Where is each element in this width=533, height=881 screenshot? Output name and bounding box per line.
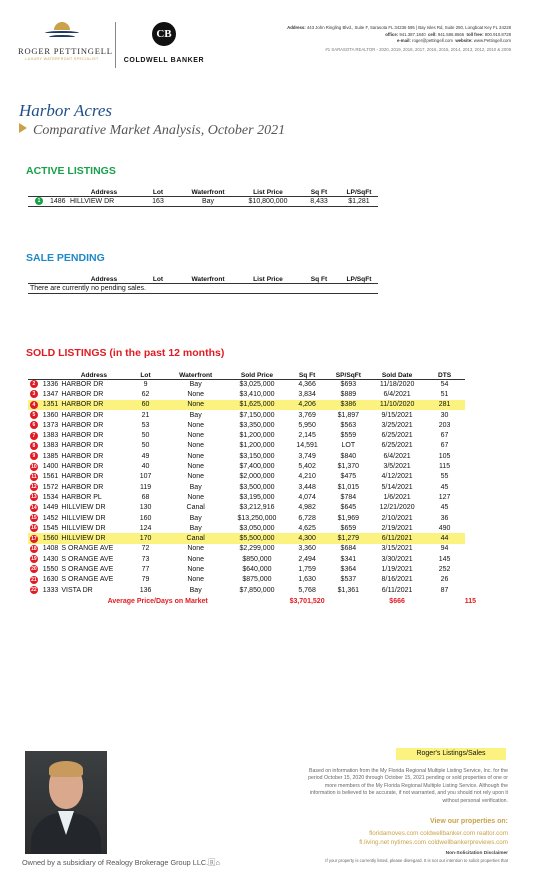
email-link[interactable]: roger@pettingell.com (412, 38, 453, 44)
table-row: 18 1408 S ORANGE AVE 72 None $2,299,000 3,360 $684 3/15/2021 94 (31, 545, 449, 553)
average-price: $3,701,520 (289, 597, 325, 605)
table-row: 19 1430 S ORANGE AVE 73 None $850,000 2,494 $341 3/30/2021 145 (31, 555, 451, 563)
listing-number-badge: 10 (31, 463, 37, 470)
listing-number-badge: 21 (31, 576, 37, 583)
listing-number-badge: 19 (31, 556, 37, 563)
toll-free-phone: 800.910.8728 (484, 31, 511, 37)
logo-divider (115, 22, 116, 68)
listing-number-badge: 3 (30, 390, 38, 398)
cell-phone: 941.586.8666 (437, 31, 465, 37)
listing-number-badge: 16 (31, 525, 37, 532)
listing-number-badge: 20 (31, 566, 37, 573)
view-properties-heading: View our properties on: (429, 818, 508, 825)
table-row: 1 1486 HILLVIEW DR 163 Bay $10,800,000 8,433 $1,281 (28, 196, 378, 206)
listing-number-badge: 2 (30, 380, 38, 388)
active-listings-heading: ACTIVE LISTINGS (26, 165, 116, 177)
triangle-bullet-icon (19, 123, 27, 133)
listing-number-badge: 4 (30, 401, 38, 409)
sale-pending-heading: SALE PENDING (26, 252, 105, 264)
table-row: 10 1400 HARBOR DR 40 None $7,400,000 5,402 $1,370 3/5/2021 115 (31, 463, 451, 471)
listing-number-badge: 7 (30, 432, 38, 440)
listing-number-badge: 9 (30, 452, 38, 460)
rp-logo-name: ROGER PETTINGELL (18, 46, 113, 56)
sold-listings-table: Address Lot Waterfront Sold Price Sq Ft SP/SqFt Sold Date DTS 2 1336 HARBOR DR 9 Bay $3,025,000 4,366 $693 11/18/2020 54 3 1347 HARBOR DR 62 None $3,410,000 3,834 $889 6/4/2021 51 4 1351 HARBOR DR 60 None $1,625,000 4,206 $386 11/10/2020 281 5 1360 HARBOR DR 21 Bay $7,150,000 3,769 $1,897 9/15/2021 30 6 1373 HARBOR DR 53 None $3,350,000 5,950 $563 3/25/2021 203 7 1383 HARBOR DR 50 None $1,200,000 2,145 $559 6/25/2021 67 8 1383 HARBOR DR 50 None $1,200,000 14,591 LOT 6/25/2021 67 9 1385 HARBOR DR 49 None $3,150,000 3,749 $840 6/4/2021 105 10 1400 HARBOR DR 40 None $7,400,000 5,402 $1,370 3/5/2021 115 11 1561 HARBOR DR 107 None $2,000,000 4,210 $475 4/12/2021 55 12 1572 HARBOR DR 119 Bay $3,500,000 3,448 $1,015 5/14/2021 45 13 1534 HARBOR PL 68 None $3,195,000 4,074 $784 1/6/2021 127 14 1449 HILLVIEW DR 130 Canal $3,212,916 4,982 $645 12/21/2020 45 15 1452 HILLVIEW DR 160 Bay $13,250,000 6,728 $1,969 2/10/2021 36 16 1545 HILLVIEW DR 124 Bay $3,050,000 4,625 $659 2/19/2021 490 17 1560 HILLVIEW DR 170 Canal $5,500,000 4,300 $1,279 6/11/2021 44 18 1408 S ORANGE AVE 72 None $2,299,000 3,360 $684 3/15/2021 94 19 1430 S ORANGE AVE 73 None $850,000 2,494 $341 3/30/2021 145 20 1550 S ORANGE AVE 77 None $640,000 1,759 $364 1/19/2021 252 21 1630 S ORANGE AVE 79 None $875,000 1,630 $537 8/16/2021 26 22 1333 VISTA DR 136 Bay $7,850,000 5,768 $1,361 6/11/2021 87 Average Price/Days on Market $3,701,520 $666 115 (28, 368, 476, 606)
listing-number-badge: 12 (31, 484, 37, 491)
table-row: 6 1373 HARBOR DR 53 None $3,350,000 5,950 $563 3/25/2021 203 (28, 420, 476, 430)
listings-sales-tag: Roger's Listings/Sales (396, 748, 506, 760)
average-label: Average Price/Days on Market (107, 597, 208, 605)
average-ppsf: $666 (389, 597, 405, 605)
listing-number-badge: 5 (30, 411, 38, 419)
office-phone: 941.387.1840 (399, 31, 426, 37)
website-link[interactable]: www.Pettingell.com (473, 38, 511, 44)
average-dts: 115 (464, 597, 476, 605)
sold-listings-heading: SOLD LISTINGS (in the past 12 months) (26, 347, 225, 359)
table-row: 7 1383 HARBOR DR 50 None $1,200,000 2,145 $559 6/25/2021 67 (28, 430, 476, 440)
coldwell-banker-logo (123, 22, 205, 68)
page-header (0, 0, 533, 80)
table-row: 15 1452 HILLVIEW DR 160 Bay $13,250,000 6,728 $1,969 2/10/2021 36 (31, 514, 449, 522)
agent-photo (25, 751, 107, 854)
listing-number-badge: 14 (31, 504, 37, 511)
listing-number-badge: 18 (31, 545, 37, 552)
office-address: 443 John Ringling Blvd., Suite F, Sarasota FL 34236 595 | Bay Isles Rd, Suite 250, Longboat Key FL 34228 (306, 25, 511, 30)
cb-seal-icon: CB (152, 22, 176, 46)
cb-logo-name: COLDWELL BANKER (123, 57, 205, 64)
rp-logo-tagline: LUXURY WATERFRONT SPECIALIST (25, 57, 99, 61)
table-row: 4 1351 HARBOR DR 60 None $1,625,000 4,206 $386 11/10/2020 281 (28, 400, 476, 410)
listing-number-badge: 11 (31, 473, 37, 480)
awards-line: #1 SARASOTA REALTOR - 2020, 2019, 2018, 2017, 2016, 2015, 2014, 2013, 2012, 2010 & 2008 (325, 46, 511, 52)
listing-number-badge: 8 (30, 442, 38, 450)
no-pending-message: There are currently no pending sales. (28, 283, 378, 293)
non-solicitation-text: If your property is currently listed, please disregard. It is not our intention to solicit properties that (325, 858, 508, 863)
equal-housing-icon: 🅁⌂ (208, 858, 220, 867)
sale-pending-table: Address Lot Waterfront List Price Sq Ft LP/SqFt There are currently no pending sales. (28, 272, 378, 294)
table-row: 20 1550 S ORANGE AVE 77 None $640,000 1,759 $364 1/19/2021 252 (31, 565, 451, 573)
contact-info: Address: 443 John Ringling Blvd., Suite F, Sarasota FL 34236 595 | Bay Isles Rd, Suite 250, Longboat Key FL 34228 office: 941.387.1840 cell: 941.586.8666 toll free: 800.910.8728 e-mail: roger@pettingell.com website: www.Pettingell.com #1 SARASOTA REALTOR - 2020, 2019, 2018, 2017, 2016, 2015, 2014, 2013, 2012, 2010 & 2008 (221, 25, 511, 53)
listing-number-badge: 6 (30, 421, 38, 429)
roger-pettingell-logo (18, 22, 113, 67)
table-row: 21 1630 S ORANGE AVE 79 None $875,000 1,630 $537 8/16/2021 26 (31, 576, 449, 584)
table-row: 12 1572 HARBOR DR 119 Bay $3,500,000 3,448 $1,015 5/14/2021 45 (31, 483, 449, 491)
table-row: 16 1545 HILLVIEW DR 124 Bay $3,050,000 4,625 $659 2/19/2021 490 (31, 524, 451, 532)
listing-number-badge: 17 (31, 535, 37, 542)
table-row: 14 1449 HILLVIEW DR 130 Canal $3,212,916 4,982 $645 12/21/2020 45 (31, 504, 449, 512)
table-row: 9 1385 HARBOR DR 49 None $3,150,000 3,749 $840 6/4/2021 105 (28, 451, 476, 461)
listing-number-badge: 1 (35, 197, 43, 205)
table-row: 13 1534 HARBOR PL 68 None $3,195,000 4,074 $784 1/6/2021 127 (31, 493, 451, 501)
listing-number-badge: 15 (31, 515, 37, 521)
table-row: 11 1561 HARBOR DR 107 None $2,000,000 4,210 $475 4/12/2021 55 (31, 473, 449, 481)
sites-line-2[interactable]: fl.living.net nytimes.com coldwellbankerpreviews.com (359, 839, 508, 846)
table-row: 2 1336 HARBOR DR 9 Bay $3,025,000 4,366 $693 11/18/2020 54 (28, 379, 476, 389)
page-subtitle: Comparative Market Analysis, October 2021 (19, 123, 285, 139)
table-row: 3 1347 HARBOR DR 62 None $3,410,000 3,834 $889 6/4/2021 51 (28, 389, 476, 399)
mls-disclaimer: Based on information from the My Florida Regional Multiple Listing Service, Inc. for the period October 15, 2020 through October 15, 2021 pending or sold properties of one or more members of the My Florida Regional Multiple Listing Service. Although the information is believed to be accurate, if not warranted, and you should not rely upon it without personal verification. (308, 768, 508, 804)
table-row: 22 1333 VISTA DR 136 Bay $7,850,000 5,768 $1,361 6/11/2021 87 (31, 586, 449, 594)
sunset-wave-icon (45, 22, 79, 42)
table-row: 5 1360 HARBOR DR 21 Bay $7,150,000 3,769 $1,897 9/15/2021 30 (28, 410, 476, 420)
non-solicitation-heading: Non-Solicitation Disclaimer (445, 851, 508, 856)
listing-number-badge: 22 (31, 587, 37, 594)
sites-line-1[interactable]: floridamoves.com coldwellbanker.com realtor.com (369, 830, 508, 837)
ownership-notice: Owned by a subsidiary of Realogy Brokerage Group LLC.🅁⌂ (22, 858, 220, 867)
table-row: 17 1560 HILLVIEW DR 170 Canal $5,500,000 4,300 $1,279 6/11/2021 44 (28, 533, 476, 543)
active-listings-table: Address Lot Waterfront List Price Sq Ft LP/SqFt 1 1486 HILLVIEW DR 163 Bay $10,800,000 8,433 $1,281 (28, 185, 378, 207)
listing-number-badge: 13 (31, 494, 37, 501)
page-title: Harbor Acres (19, 101, 113, 120)
table-row: 8 1383 HARBOR DR 50 None $1,200,000 14,591 LOT 6/25/2021 67 (28, 441, 476, 451)
property-sites-links (288, 829, 508, 847)
average-row (28, 595, 476, 605)
